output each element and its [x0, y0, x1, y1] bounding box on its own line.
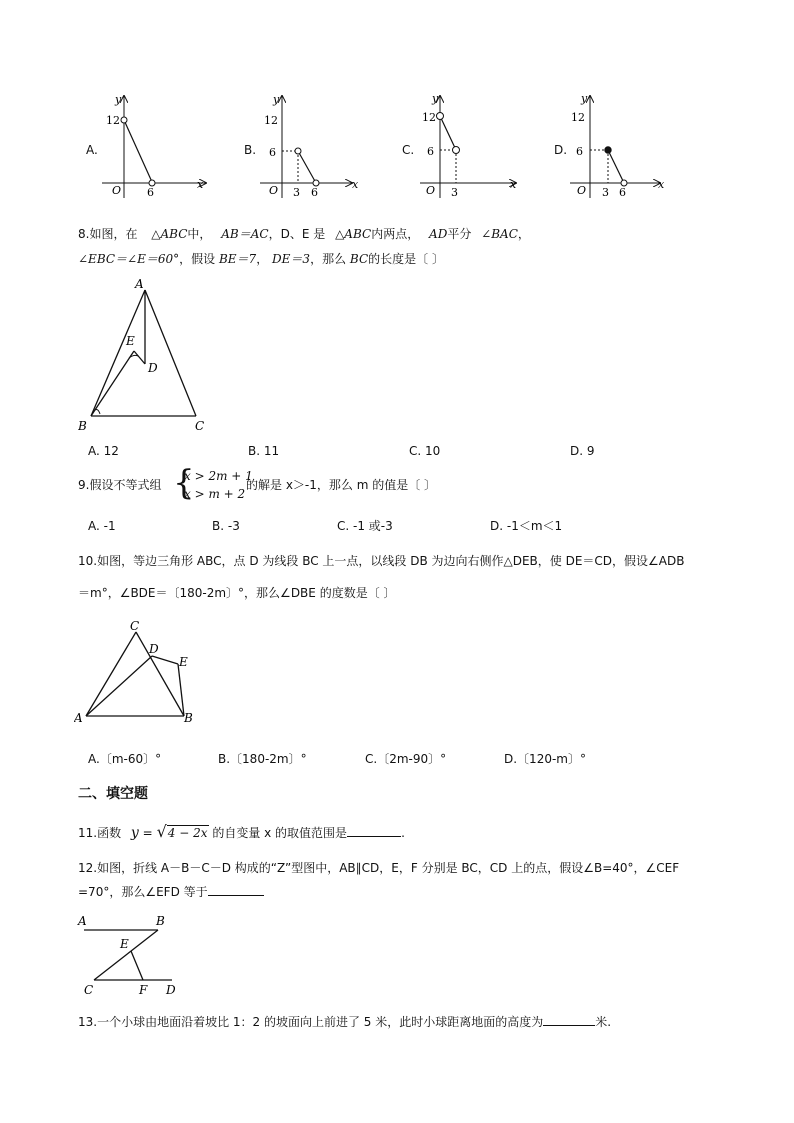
question-10-line-2: ＝m°，∠BDE＝〔180-2m〕°，那么∠DBE 的度数是〔 〕 — [78, 586, 396, 600]
q8-option-b[interactable]: B. 11 — [248, 444, 280, 458]
tick-12: 12 — [422, 111, 436, 124]
text: ， — [256, 252, 269, 266]
text: 的长度是〔 〕 — [368, 252, 444, 266]
text: =70°，那么∠EFD 等于 — [78, 885, 208, 899]
graph-c-svg — [402, 90, 532, 200]
option-letter: B. — [244, 143, 257, 157]
graph-option-a — [84, 90, 214, 200]
vertex-c-label: C — [130, 619, 140, 633]
question-8-figure — [78, 274, 218, 434]
tick-y-6: 6 — [269, 146, 276, 159]
origin-label: O — [577, 184, 587, 197]
q9-option-c[interactable]: C. -1 或-3 — [337, 519, 393, 533]
text: ， — [517, 227, 530, 241]
text: . — [401, 826, 405, 840]
tick-y-6: 6 — [427, 145, 434, 158]
graph-option-b — [242, 90, 372, 200]
y-axis-label: y — [432, 92, 439, 105]
vertex-b-label: B — [78, 419, 87, 433]
option-letter: C. — [402, 143, 415, 157]
text: 内两点， — [371, 227, 420, 241]
y-axis-label: y — [581, 92, 588, 105]
sqrt-sign: √ — [156, 822, 167, 841]
graph-b-svg — [242, 90, 372, 200]
question-8-line-2 — [78, 251, 444, 267]
tick-6: 6 — [311, 186, 318, 199]
q10-option-c[interactable]: C.〔2m-90〕° — [365, 752, 447, 766]
origin-label: O — [112, 184, 122, 197]
graph-option-c — [402, 90, 532, 200]
tick-3: 3 — [293, 186, 300, 199]
text: 的自变量 x 的取值范围是 — [212, 826, 348, 840]
question-12-figure — [76, 910, 186, 1000]
q10-option-b[interactable]: B.〔180-2m〕° — [218, 752, 307, 766]
question-12-line-1: 12.如图，折线 A－B－C－D 构成的“Z”型图中，AB∥CD，E，F 分别是 BC，CD 上的点，假设∠B=40°，∠CEF — [78, 861, 680, 875]
math: △ABC — [151, 227, 188, 241]
graph-a-svg — [84, 90, 214, 200]
q9-option-b[interactable]: B. -3 — [212, 519, 240, 533]
vertex-a-label: A — [78, 914, 87, 928]
y-axis-label: y — [273, 93, 280, 106]
question-10-figure — [74, 616, 204, 726]
tick-12: 12 — [264, 114, 278, 127]
point-d-label: D — [148, 361, 158, 375]
radicand: 4 − 2x — [167, 826, 208, 840]
q9-option-d[interactable]: D. -1＜m＜1 — [490, 519, 563, 533]
vertex-c-label: C — [195, 419, 205, 433]
answer-blank[interactable] — [208, 884, 264, 896]
vertex-b-label: B — [184, 711, 193, 725]
math: BC — [349, 252, 369, 266]
q8-option-c[interactable]: C. 10 — [409, 444, 441, 458]
text: 中， — [187, 227, 212, 241]
text: 平分 — [447, 227, 472, 241]
option-letter: A. — [86, 143, 98, 157]
point-e-label: E — [120, 937, 129, 951]
tick-6: 6 — [147, 186, 154, 199]
q10-option-d[interactable]: D.〔120-m〕° — [504, 752, 586, 766]
graph-option-d — [554, 90, 684, 200]
vertex-a-label: A — [135, 277, 144, 291]
tick-y-6: 6 — [576, 145, 583, 158]
section-title: 二、填空题 — [78, 786, 148, 802]
x-axis-label: x — [658, 178, 665, 191]
question-10-line-1: 10.如图，等边三角形 ABC，点 D 为线段 BC 上一点，以线段 DB 为边向右侧作△DEB，使 DE＝CD，假设∠ADB — [78, 554, 685, 568]
origin-label: O — [269, 184, 279, 197]
question-11 — [78, 824, 405, 846]
math: AD — [429, 227, 448, 241]
text: 的解是 x＞-1，那么 m 的值是〔 〕 — [246, 478, 437, 492]
point-d-label: D — [149, 642, 159, 656]
point-f-label: F — [139, 983, 148, 997]
text: 8.如图，在 — [78, 227, 138, 241]
y-axis-label: y — [115, 93, 122, 106]
answer-blank[interactable] — [347, 825, 401, 837]
point-e-label: E — [126, 334, 135, 348]
vertex-d-label: D — [166, 983, 176, 997]
option-letter: D. — [554, 143, 568, 157]
text: 9.假设不等式组 — [78, 478, 162, 492]
question-12-line-2 — [78, 884, 264, 900]
x-axis-label: x — [197, 178, 204, 191]
x-axis-label: x — [510, 178, 517, 191]
math: ∠BAC — [481, 227, 518, 241]
x-axis-label: x — [352, 178, 359, 191]
vertex-b-label: B — [156, 914, 165, 928]
tick-12: 12 — [571, 111, 585, 124]
math: DE＝3 — [272, 252, 311, 266]
vertex-c-label: C — [84, 983, 94, 997]
math: BE＝7 — [218, 252, 257, 266]
math: AB＝AC — [221, 227, 269, 241]
graph-d-svg — [554, 90, 684, 200]
q9-option-a[interactable]: A. -1 — [88, 519, 116, 533]
math: ∠EBC＝∠E＝60° — [78, 252, 180, 266]
tick-12: 12 — [106, 114, 120, 127]
origin-label: O — [426, 184, 436, 197]
vertex-a-label: A — [74, 711, 83, 725]
q8-option-a[interactable]: A. 12 — [88, 444, 119, 458]
inequality-2: x > m + 2 — [184, 487, 246, 501]
text: ，D、E 是 — [268, 227, 326, 241]
text: ，假设 — [179, 252, 216, 266]
q8-option-d[interactable]: D. 9 — [570, 444, 595, 458]
tick-3: 3 — [451, 186, 458, 199]
question-13 — [78, 1014, 611, 1030]
tick-6: 6 — [619, 186, 626, 199]
question-8-line-1 — [78, 226, 530, 242]
text: 13.一个小球由地面沿着坡比 1：2 的坡面向上前进了 5 米，此时小球距离地面的高度为 — [78, 1015, 544, 1029]
math: △ABC — [335, 227, 372, 241]
inequality-1: x > 2m + 1 — [184, 469, 253, 483]
q10-option-a[interactable]: A.〔m-60〕° — [88, 752, 162, 766]
math-equals: = — [142, 826, 153, 840]
text: ，那么 — [310, 252, 347, 266]
text: 米. — [595, 1015, 612, 1029]
brace: { — [173, 463, 195, 503]
point-e-label: E — [179, 655, 188, 669]
answer-blank[interactable] — [543, 1014, 595, 1026]
text: 11.函数 — [78, 826, 122, 840]
math-y: y — [130, 825, 139, 841]
tick-3: 3 — [602, 186, 609, 199]
